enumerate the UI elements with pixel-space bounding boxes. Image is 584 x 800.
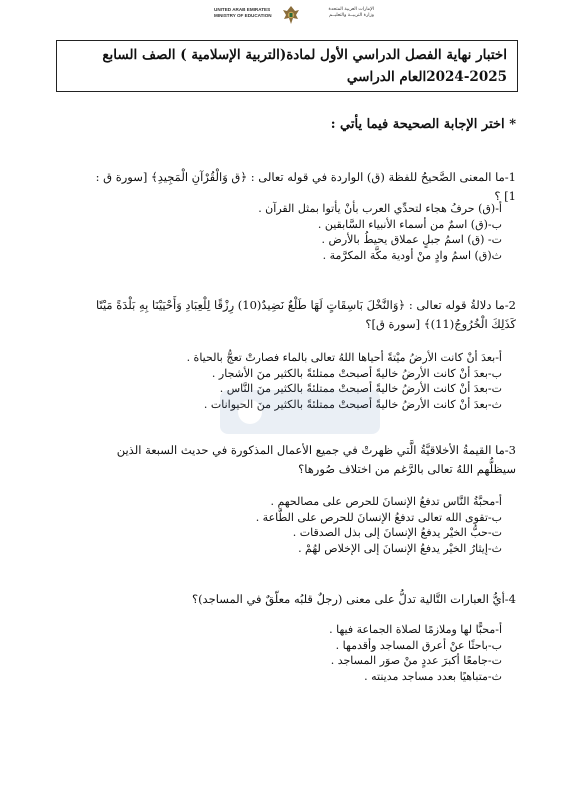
question-4-options xyxy=(82,622,502,684)
academic-year: 2024-2025العام الدراسي xyxy=(346,69,507,85)
question-4 xyxy=(86,590,516,609)
option-a[interactable]: أ-بعدَ أنْ كانت الأرضُ ميْتةً أحياها اللهُ تعالى بالماء فصارتْ تعجُّ بالحياة . xyxy=(186,351,502,364)
option-c[interactable]: ت- (ق) اسمُ جبلٍ عملاق يحيطُ بالأرض . xyxy=(321,233,502,246)
question-text: 4-أيُّ العبارات التَّالية تدلُّ على معنى (رجلٌ قلبُه معلّقٌ في المساجد)؟ xyxy=(191,592,516,606)
ministry-en-line2: MINISTRY OF EDUCATION xyxy=(214,13,272,18)
ministry-name-arabic xyxy=(328,7,374,19)
question-text: 3-ما القيمةُ الأخلاقيَّةُ الَّتي ظهرتْ في جميع الأعمال المذكورة في حديث السبعة الذين سيظلُّهم اللهُ تعالى بالرَّغم من اختلاف صُورها؟ xyxy=(116,443,516,476)
question-text: 1-ما المعنى الصَّحيحُ للفظة (ق) الواردة في قوله تعالى : ﴿ق وَالْقُرْآنِ الْمَجِيدِ﴾ [سورة ق : 1] ؟ xyxy=(95,170,516,203)
option-d[interactable]: ث-إيثارُ الخيْر يدفعُ الإنسانَ إلى الإخلاص لهُمْ . xyxy=(298,541,502,555)
option-b[interactable]: ب-باحثًا عنْ أعرق المساجد وأقدمها . xyxy=(335,638,502,652)
option-d[interactable]: ث-متباهيًا بعدد مساجد مدينته . xyxy=(364,669,502,683)
question-2 xyxy=(86,296,516,334)
question-3-options xyxy=(82,494,502,556)
ministry-en-line1: UNITED ARAB EMIRATES xyxy=(214,7,271,12)
option-d[interactable]: ث(ق) اسمُ وادٍ منْ أودية مكَّة المكرَّمة . xyxy=(322,248,502,262)
exam-title: اختبار نهاية الفصل الدراسي الأول لمادة(التربية الإسلامية ) الصف السابع xyxy=(102,47,507,63)
ministry-ar-line2: وزارة التربيــة والتعليــم xyxy=(329,13,374,18)
option-c[interactable]: ت-حبُّ الخيْر يدفعُ الإنسانَ إلى بذل الصدقات . xyxy=(292,526,502,539)
question-1-options xyxy=(82,201,502,263)
exam-title-box xyxy=(56,40,518,92)
question-3 xyxy=(86,441,516,479)
option-b[interactable]: ب-بعدَ أنْ كانت الأرضُ خاليةً أصبحتْ ممتلئةً بالكثير منَ الأشجار . xyxy=(211,366,502,380)
option-d[interactable]: ث-بعدَ أنْ كانت الأرضُ خاليةً أصبحتْ ممتلئةً بالكثير منَ الحيوانات . xyxy=(203,397,502,411)
option-b[interactable]: ب-(ق) اسمٌ من أسماء الأنبياء السَّابقين . xyxy=(317,217,502,231)
ministry-name-english xyxy=(214,7,272,19)
option-a[interactable]: أ-محبًّا لها وملازمًا لصلاة الجماعة فيها . xyxy=(329,623,502,636)
option-c[interactable]: ت-بعدَ أنْ كانت الأرضُ خاليةً أصبحتْ ممتلئةً بالكثير منَ النَّاس . xyxy=(219,382,502,395)
instruction-heading: * اختر الإجابة الصحيحة فيما يأتي : xyxy=(330,117,516,132)
option-a[interactable]: أ-(ق) حرفُ هجاء لتحدِّي العرب بأنْ يأتوا بمثل القرآن . xyxy=(258,202,502,215)
option-a[interactable]: أ-محبَّةُ النَّاس تدفعُ الإنسانَ للحرص على مصالحهم . xyxy=(270,495,502,508)
ministry-ar-line1: الإمارات العربية المتحدة xyxy=(328,7,374,12)
option-c[interactable]: ت-جامعًا أكبرَ عددٍ منْ صوَر المساجد . xyxy=(330,654,502,667)
question-text: 2-ما دلالةُ قوله تعالى : ﴿وَالنَّخْلَ بَاسِقَاتٍ لَهَا طَلْعٌ نَضِيدٌ(10) رِزْقًا لِلْعِبَادِ وَأَحْيَيْنَا بِهِ بَلْدَةً مَيْتًا كَذَلِكَ الْخُرُوجُ(11)﴾ [سورة ق]؟ xyxy=(95,298,516,331)
option-b[interactable]: ب-تقوى الله تعالى تدفعُ الإنسانَ للحرص على الطَّاعة . xyxy=(255,510,502,524)
uae-emblem-icon xyxy=(280,4,302,26)
question-2-options xyxy=(82,350,502,412)
ministry-header xyxy=(214,4,374,26)
